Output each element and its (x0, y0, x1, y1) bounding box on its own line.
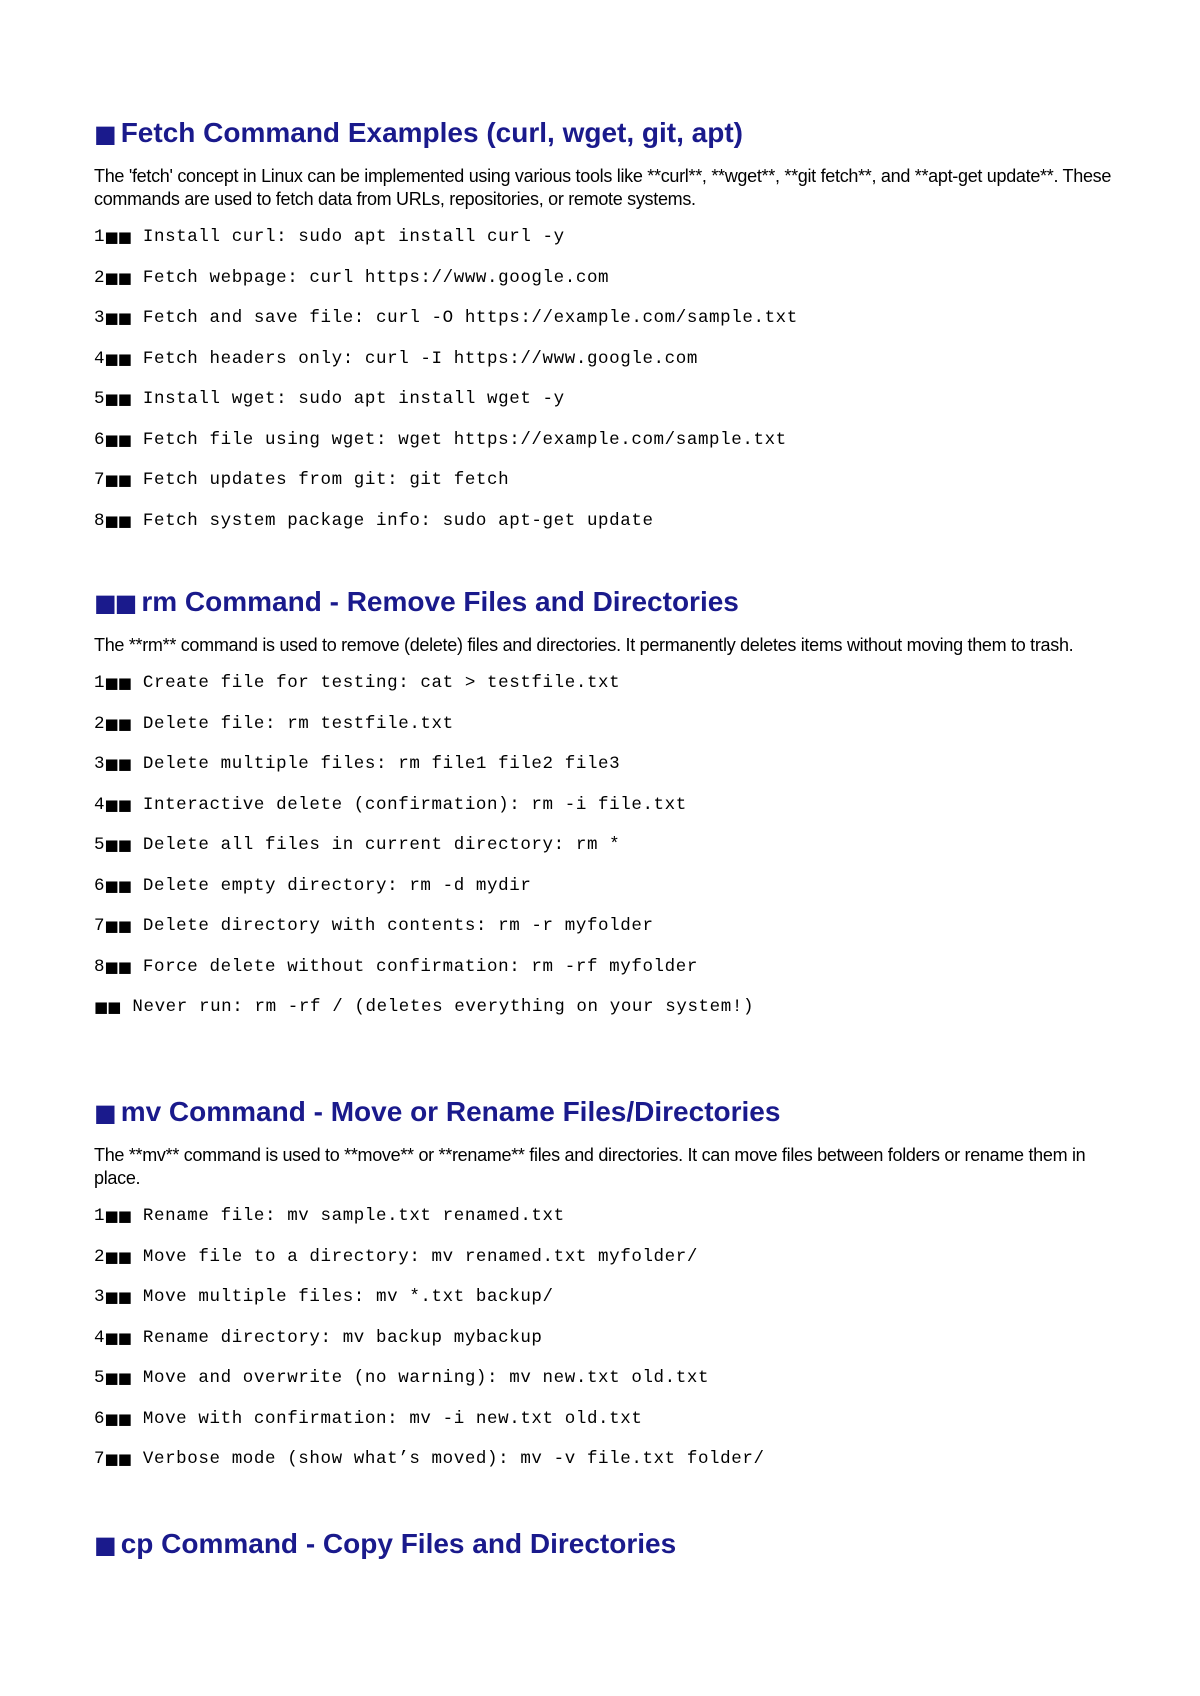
section-heading (94, 1527, 676, 1562)
command-text: Fetch updates from git: git fetch (142, 470, 510, 491)
command-item (94, 1196, 1114, 1237)
command-text: Fetch and save file: curl -O https://example.com/sample.txt (142, 308, 798, 329)
square-bullet-icon: ■■ (94, 589, 136, 617)
block-bullet-icon: ■■ (104, 1288, 131, 1307)
section-cp (94, 1527, 676, 1562)
square-bullet-icon: ■ (94, 1099, 115, 1127)
command-item (94, 825, 1114, 866)
block-bullet-icon: ■■ (104, 876, 131, 895)
command-item (94, 379, 1114, 420)
item-number: 6 (94, 1408, 105, 1429)
command-text: Create file for testing: cat > testfile.txt (142, 673, 621, 694)
warning-icon: ■■ (94, 998, 121, 1017)
block-bullet-icon: ■■ (104, 795, 131, 814)
command-item (94, 217, 1114, 258)
command-item (94, 420, 1114, 461)
item-number: 2 (94, 1246, 105, 1267)
item-number: 1 (94, 227, 105, 248)
item-number: 1 (94, 1206, 105, 1227)
command-text: Fetch headers only: curl -I https://www.google.com (142, 348, 698, 369)
block-bullet-icon: ■■ (104, 1409, 131, 1428)
block-bullet-icon: ■■ (104, 674, 131, 693)
command-item (94, 1358, 1114, 1399)
section-heading (94, 116, 1114, 151)
block-bullet-icon: ■■ (104, 714, 131, 733)
block-bullet-icon: ■■ (104, 349, 131, 368)
command-list (94, 1196, 1114, 1480)
block-bullet-icon: ■■ (104, 268, 131, 287)
item-number: 7 (94, 1449, 105, 1470)
command-text: Delete directory with contents: rm -r myfolder (142, 916, 654, 937)
section-heading (94, 585, 1114, 620)
section-heading (94, 1095, 1114, 1130)
item-number: 7 (94, 916, 105, 937)
item-number: 3 (94, 1287, 105, 1308)
block-bullet-icon: ■■ (104, 471, 131, 490)
section-title: Fetch Command Examples (curl, wget, git, apt) (120, 117, 744, 148)
section-title: cp Command - Copy Files and Directories (120, 1528, 677, 1559)
command-text: Install curl: sudo apt install curl -y (142, 227, 565, 248)
section-intro: The **rm** command is used to remove (delete) files and directories. It permanently deletes items without moving them to trash. (94, 635, 1074, 655)
command-text: Force delete without confirmation: rm -rf myfolder (142, 956, 698, 977)
block-bullet-icon: ■■ (104, 1247, 131, 1266)
command-text: Move with confirmation: mv -i new.txt old.txt (142, 1408, 643, 1429)
block-bullet-icon: ■■ (104, 957, 131, 976)
command-text: Fetch file using wget: wget https://example.com/sample.txt (142, 429, 787, 450)
command-item (94, 501, 1114, 542)
block-bullet-icon: ■■ (104, 755, 131, 774)
block-bullet-icon: ■■ (104, 228, 131, 247)
block-bullet-icon: ■■ (104, 511, 131, 530)
command-text: Move multiple files: mv *.txt backup/ (142, 1287, 554, 1308)
command-text: Delete empty directory: rm -d mydir (142, 875, 532, 896)
command-item (94, 1277, 1114, 1318)
command-item (94, 258, 1114, 299)
command-item (94, 744, 1114, 785)
item-number: 4 (94, 348, 105, 369)
block-bullet-icon: ■■ (104, 309, 131, 328)
block-bullet-icon: ■■ (104, 836, 131, 855)
command-text: Never run: rm -rf / (deletes everything on your system!) (132, 997, 755, 1018)
square-bullet-icon: ■ (94, 120, 115, 148)
command-text: Delete all files in current directory: rm * (142, 835, 621, 856)
command-list (94, 663, 1114, 1028)
section-rm (94, 585, 1114, 1028)
item-number: 6 (94, 429, 105, 450)
section-mv (94, 1095, 1114, 1480)
command-item (94, 1399, 1114, 1440)
block-bullet-icon: ■■ (104, 1328, 131, 1347)
square-bullet-icon: ■ (94, 1531, 115, 1559)
section-intro: The 'fetch' concept in Linux can be implemented using various tools like **curl**, **wget**, **git fetch**, and **apt-get update**. These commands are used to fetch data from URLs, repositories, or remote systems. (94, 166, 1112, 209)
item-number: 6 (94, 875, 105, 896)
item-number: 5 (94, 835, 105, 856)
command-text: Install wget: sudo apt install wget -y (142, 389, 565, 410)
command-text: Interactive delete (confirmation): rm -i file.txt (142, 794, 687, 815)
command-text: Fetch system package info: sudo apt-get update (142, 510, 654, 531)
block-bullet-icon: ■■ (104, 1207, 131, 1226)
command-text: Move file to a directory: mv renamed.txt myfolder/ (142, 1246, 698, 1267)
block-bullet-icon: ■■ (104, 1450, 131, 1469)
block-bullet-icon: ■■ (104, 430, 131, 449)
block-bullet-icon: ■■ (104, 917, 131, 936)
item-number: 3 (94, 308, 105, 329)
command-text: Move and overwrite (no warning): mv new.txt old.txt (142, 1368, 710, 1389)
warning-item (94, 987, 1114, 1028)
item-number: 5 (94, 1368, 105, 1389)
item-number: 2 (94, 267, 105, 288)
command-text: Delete multiple files: rm file1 file2 file3 (142, 754, 621, 775)
section-intro: The **mv** command is used to **move** or **rename** files and directories. It can move files between folders or rename them in place. (94, 1145, 1086, 1188)
item-number: 4 (94, 794, 105, 815)
item-number: 5 (94, 389, 105, 410)
section-title: rm Command - Remove Files and Directories (141, 586, 739, 617)
command-list (94, 217, 1114, 541)
block-bullet-icon: ■■ (104, 390, 131, 409)
item-number: 8 (94, 510, 105, 531)
command-text: Fetch webpage: curl https://www.google.com (142, 267, 610, 288)
command-item (94, 1237, 1114, 1278)
item-number: 2 (94, 713, 105, 734)
item-number: 4 (94, 1327, 105, 1348)
command-item (94, 663, 1114, 704)
command-item (94, 785, 1114, 826)
command-text: Rename directory: mv backup mybackup (142, 1327, 543, 1348)
section-fetch (94, 116, 1114, 541)
command-item (94, 339, 1114, 380)
command-text: Verbose mode (show what’s moved): mv -v file.txt folder/ (142, 1449, 765, 1470)
command-item (94, 1439, 1114, 1480)
command-text: Delete file: rm testfile.txt (142, 713, 454, 734)
command-item (94, 704, 1114, 745)
command-text: Rename file: mv sample.txt renamed.txt (142, 1206, 565, 1227)
item-number: 7 (94, 470, 105, 491)
command-item (94, 460, 1114, 501)
section-title: mv Command - Move or Rename Files/Directories (120, 1096, 781, 1127)
block-bullet-icon: ■■ (104, 1369, 131, 1388)
command-item (94, 906, 1114, 947)
command-item (94, 1318, 1114, 1359)
item-number: 3 (94, 754, 105, 775)
item-number: 8 (94, 956, 105, 977)
command-item (94, 866, 1114, 907)
command-item (94, 298, 1114, 339)
item-number: 1 (94, 673, 105, 694)
command-item (94, 947, 1114, 988)
